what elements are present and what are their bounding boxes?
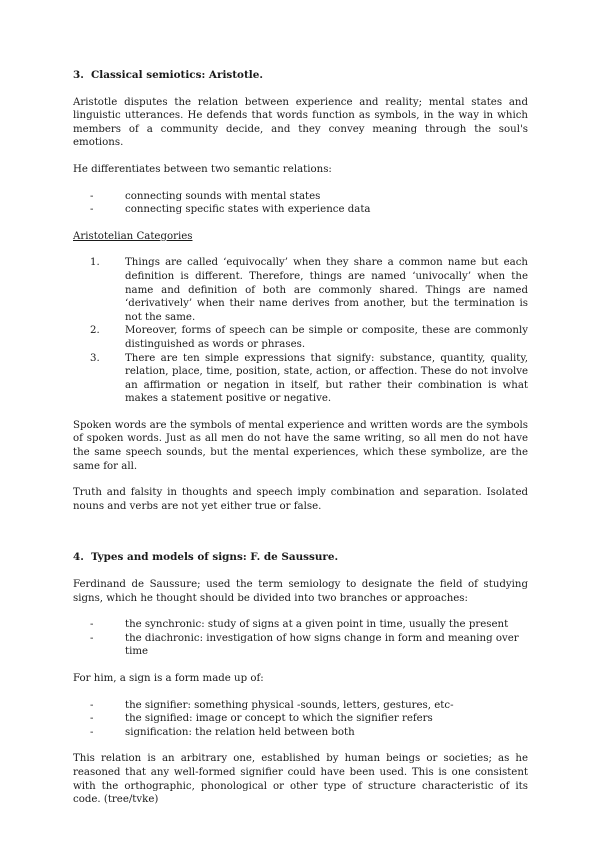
section-3-intro: Aristotle disputes the relation between experience and reality; mental states and linguistic utterances. He defends that words function as symbols, in the way in which members of a community decide, and they convey meaning through the soul's emotions. [73,96,528,149]
section-4-intro: Ferdinand de Saussure; used the term semiology to designate the field of studying signs, which he thought should be divided into two branches or approaches: [73,579,528,604]
section-4-heading [73,551,528,565]
section-3-title: Classical semiotics: Aristotle. [91,69,263,81]
sign-intro: For him, a sign is a form made up of: [73,673,264,684]
section-4-number: 4. [73,551,84,564]
list-item-index: 2. [90,325,100,337]
list-item: - signification: the relation held between both [90,726,528,740]
section-3-number: 3. [73,69,84,81]
relations-list [73,190,528,217]
categories-list [73,256,528,406]
list-item-index: 1. [90,257,100,269]
list-item: - connecting sounds with mental states [90,190,528,204]
section-3-heading [73,69,528,83]
document-page [73,69,528,807]
list-item [90,256,528,324]
arbitrary-paragraph: This relation is an arbitrary one, established by human beings or societies; as he reasoned that any well-formed signifier could have been used. This is one consistent with the orthographic, phonological or other type of structure characteristic of its code. (tree/tvke) [73,753,528,806]
list-item [90,352,528,406]
list-item-text: There are ten simple expressions that signify: substance, quantity, quality, relation, place, time, position, state, action, or affection. These do not involve an affirmation or negation in itself, but rather their combination is what makes a statement positive or negative. [125,352,528,405]
list-item [90,324,528,351]
list-item: - the signifier: something physical -sounds, letters, gestures, etc- [90,699,528,713]
list-item: - the signified: image or concept to which the signifier refers [90,712,528,726]
truth-paragraph: Truth and falsity in thoughts and speech imply combination and separation. Isolated nouns and verbs are not yet either true or false. [73,487,528,512]
list-item-text: Moreover, forms of speech can be simple or composite, these are commonly distinguished as words or phrases. [125,325,528,350]
list-item: - the diachronic: investigation of how signs change in form and meaning over time [90,632,528,659]
approaches-list [73,618,528,659]
spoken-words-paragraph: Spoken words are the symbols of mental experience and written words are the symbols of spoken words. Just as all men do not have the same writing, so all men do not have the same speech sounds, but the mental experiences, which these symbolize, are the same for all. [73,419,528,472]
relations-intro: He differentiates between two semantic relations: [73,163,332,175]
sign-parts-list [73,699,528,740]
list-item-index: 3. [90,352,100,364]
list-item: - the synchronic: study of signs at a given point in time, usually the present [90,618,528,632]
section-4-title: Types and models of signs: F. de Saussure. [91,551,339,564]
list-item: - connecting specific states with experience data [90,203,528,217]
categories-heading: Aristotelian Categories [73,230,193,242]
list-item-text: Things are called ‘equivocally’ when they share a common name but each definition is different. Therefore, things are named ‘univocally’ when the name and definition of both are commonly shared. Things are named ‘derivatively’ when their name derives from another, but the termination is not the same. [125,257,528,323]
